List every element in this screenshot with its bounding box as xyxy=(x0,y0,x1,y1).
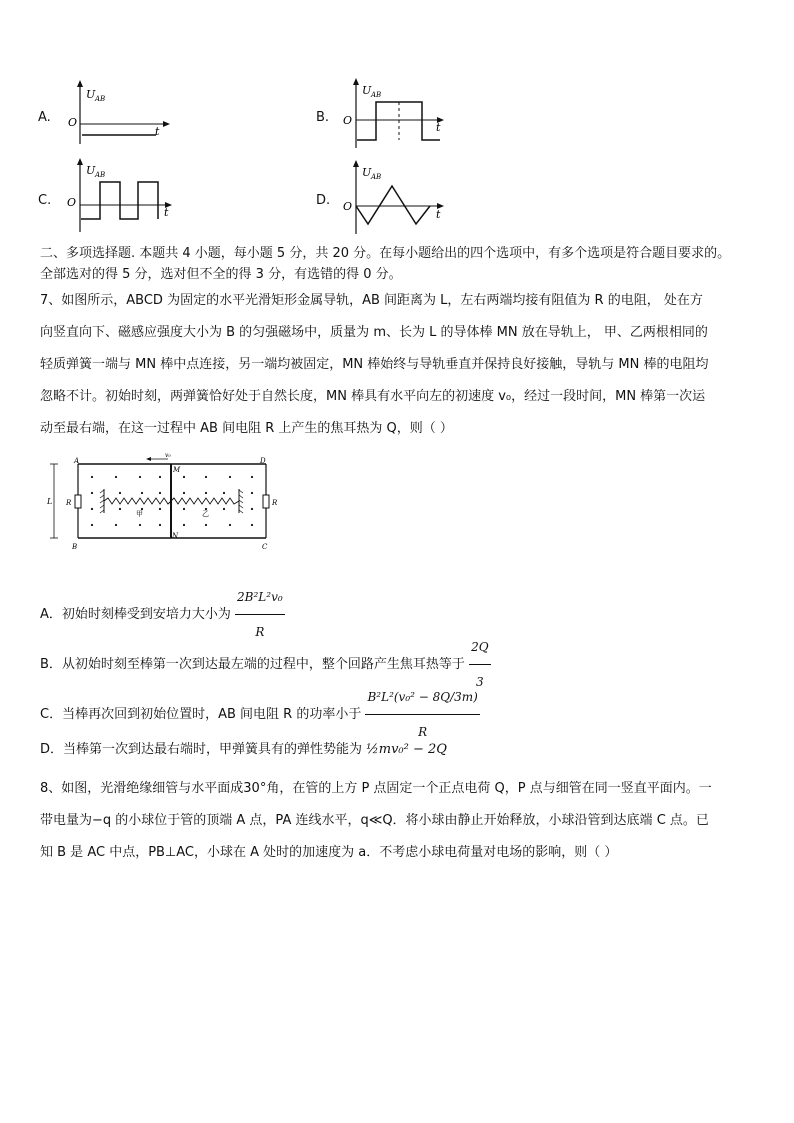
graph-d xyxy=(340,158,452,236)
q7-line-4: 忽略不计。初始时刻，两弹簧恰好处于自然长度，MN 棒具有水平向左的初速度 v₀，经过一段时间，MN 棒第一次运 xyxy=(40,389,706,404)
q8-line-1: 8、如图，光滑绝缘细管与水平面成30°角，在管的上方 P 点固定一个正点电荷 Q，P 点与细管在同一竖直平面内。一 xyxy=(40,781,712,796)
svg-text:v₀: v₀ xyxy=(165,452,171,459)
svg-text:L: L xyxy=(47,497,53,506)
q7-option-c: C．当棒再次回到初始位置时，AB 间电阻 R 的功率小于 $\frac{\text{B²L²(v₀² − 8Q/3m)}}{R}$ xyxy=(40,680,480,749)
svg-text:AB: AB xyxy=(371,91,382,99)
graph-c xyxy=(64,156,180,234)
section-header-line2: 全部选对的得 5 分，选对但不全的得 3 分，有选错的得 0 分。 xyxy=(40,267,402,282)
svg-text:D: D xyxy=(260,457,266,465)
graph-b xyxy=(340,76,450,150)
q7-line-3: 轻质弹簧一端与 MN 棒中点连接，另一端均被固定，MN 棒始终与导轨垂直并保持良好接触，导轨与 MN 棒的电阻均 xyxy=(40,357,709,372)
section-header-line1: 二、多项选择题. 本题共 4 小题，每小题 5 分，共 20 分。在每小题给出的四个选项中，有多个选项是符合题目要求的。 xyxy=(40,246,731,261)
q7-line-5: 动至最右端，在这一过程中 AB 间电阻 R 上产生的焦耳热为 Q，则（ ） xyxy=(40,421,453,436)
option-a-letter: A. xyxy=(38,110,51,125)
axis-label-u: U xyxy=(86,88,96,101)
svg-text:M: M xyxy=(173,466,181,474)
option-b-letter: B. xyxy=(316,110,330,125)
q7-option-d: D．当棒第一次到达最右端时，甲弹簧具有的弹性势能为 ½mv₀² − 2Q xyxy=(40,742,447,757)
svg-text:AB: AB xyxy=(95,171,106,179)
svg-text:R: R xyxy=(272,499,278,507)
svg-text:t: t xyxy=(164,206,169,219)
q7-line-2: 向竖直向下、磁感应强度大小为 B 的匀强磁场中，质量为 m、长为 L 的导体棒 MN 放在导轨上， 甲、乙两根相同的 xyxy=(40,325,708,340)
q7-option-a-fraction: $\frac{\text{2B²L²v₀}}{R}$ xyxy=(235,580,285,649)
q7-rail-figure xyxy=(44,452,284,552)
q7-option-d-expression: ½mv₀² − 2Q xyxy=(366,742,447,757)
svg-text:O: O xyxy=(343,200,353,213)
svg-text:AB: AB xyxy=(95,95,106,103)
q8-line-2: 带电量为−q 的小球位于管的顶端 A 点，PA 连线水平，q≪Q．将小球由静止开始释放，小球沿管到达底端 C 点。已 xyxy=(40,813,709,828)
svg-text:甲: 甲 xyxy=(136,510,143,518)
svg-text:U: U xyxy=(86,164,96,177)
svg-text:U: U xyxy=(362,166,372,179)
svg-text:B: B xyxy=(72,543,78,551)
q7-option-b-fraction: $\frac{2Q}{3}$ xyxy=(469,630,490,699)
svg-text:N: N xyxy=(172,532,179,540)
svg-text:U: U xyxy=(362,84,372,97)
option-d-letter: D. xyxy=(316,193,331,208)
svg-text:O: O xyxy=(68,116,78,129)
svg-text:t: t xyxy=(436,121,441,134)
svg-text:t: t xyxy=(436,208,441,221)
svg-text:AB: AB xyxy=(371,173,382,181)
q7-line-1: 7、如图所示，ABCD 为固定的水平光滑矩形金属导轨，AB 间距离为 L，左右两端均接有阻值为 R 的电阻， 处在方 xyxy=(40,293,703,308)
q7-option-c-fraction: $\frac{\text{B²L²(v₀² − 8Q/3m)}}{R}$ xyxy=(365,680,479,749)
q8-line-3: 知 B 是 AC 中点，PB⊥AC，小球在 A 处时的加速度为 a．不考虑小球电荷量对电场的影响，则（ ） xyxy=(40,845,618,860)
svg-text:O: O xyxy=(67,196,77,209)
svg-text:乙: 乙 xyxy=(202,510,209,518)
svg-text:t: t xyxy=(155,125,160,138)
svg-text:C: C xyxy=(262,543,268,551)
svg-text:A: A xyxy=(74,457,80,465)
svg-text:R: R xyxy=(66,499,72,507)
option-c-letter: C. xyxy=(38,193,52,208)
q7-option-a: A．初始时刻棒受到安培力大小为 $\frac{\text{2B²L²v₀}}{R}$ xyxy=(40,580,285,649)
svg-text:O: O xyxy=(343,114,353,127)
q7-option-b: B．从初始时刻至棒第一次到达最左端的过程中，整个回路产生焦耳热等于 $\frac{2Q}{3}$ xyxy=(40,630,491,699)
graph-a xyxy=(66,78,176,148)
